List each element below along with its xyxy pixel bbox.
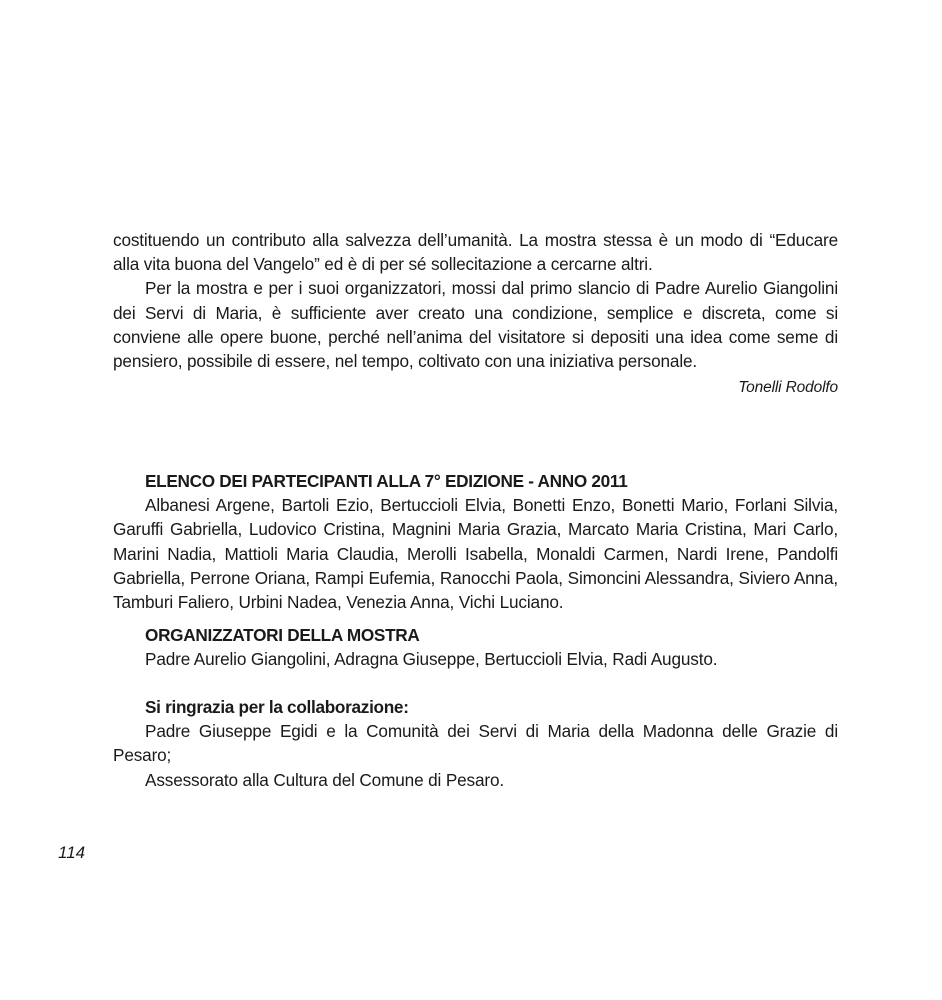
organizers-heading: ORGANIZZATORI DELLA MOSTRA — [145, 625, 420, 645]
participants-list: Albanesi Argene, Bartoli Ezio, Bertuccioli Elvia, Bonetti Enzo, Bonetti Mario, Forlani Silvia, Garuffi Gabriella, Ludovico Cristina, Magnini Maria Grazia, Marcato Maria Cristina, Mari Carlo, Marini Nadia, Mattioli Maria Claudia, Merolli Isabella, Monaldi Carmen, Nardi Irene, Pandolfi Gabriella, Perrone Oriana, Rampi Eufemia, Ranocchi Paola, Simoncini Alessandra, Siviero Anna, Tamburi Faliero, Urbini Nadea, Venezia Anna, Vichi Luciano. — [113, 495, 838, 613]
thanks-heading: Si ringrazia per la collaborazione: — [145, 697, 409, 717]
author-signature: Tonelli Rodolfo — [738, 379, 838, 397]
thanks-section — [113, 695, 838, 792]
participants-section — [113, 469, 838, 614]
participants-heading: ELENCO DEI PARTECIPANTI ALLA 7° EDIZIONE - ANNO 2011 — [145, 471, 628, 491]
intro-paragraph-1: costituendo un contributo alla salvezza dell’umanità. La mostra stessa è un modo di “Educare alla vita buona del Vangelo” ed è di per sé sollecitazione a cercarne altri. — [113, 230, 838, 275]
thanks-item-1: Padre Giuseppe Egidi e la Comunità dei Servi di Maria della Madonna delle Grazie di Pesaro; — [113, 721, 838, 766]
organizers-section — [113, 623, 838, 671]
intro-paragraph-2: Per la mostra e per i suoi organizzatori, mossi dal primo slancio di Padre Aurelio Giangolini dei Servi di Maria, è sufficiente aver creato una condizione, semplice e discreta, come si conviene alle opere buone, perché nell’anima del visitatore si depositi una idea come seme di pensiero, possibile di essere, nel tempo, coltivato con una iniziativa personale. — [113, 278, 838, 372]
intro-section — [113, 228, 838, 399]
organizers-list: Padre Aurelio Giangolini, Adragna Giuseppe, Bertuccioli Elvia, Radi Augusto. — [145, 649, 718, 670]
thanks-item-2: Assessorato alla Cultura del Comune di Pesaro. — [145, 769, 504, 790]
page-number: 114 — [58, 843, 86, 862]
